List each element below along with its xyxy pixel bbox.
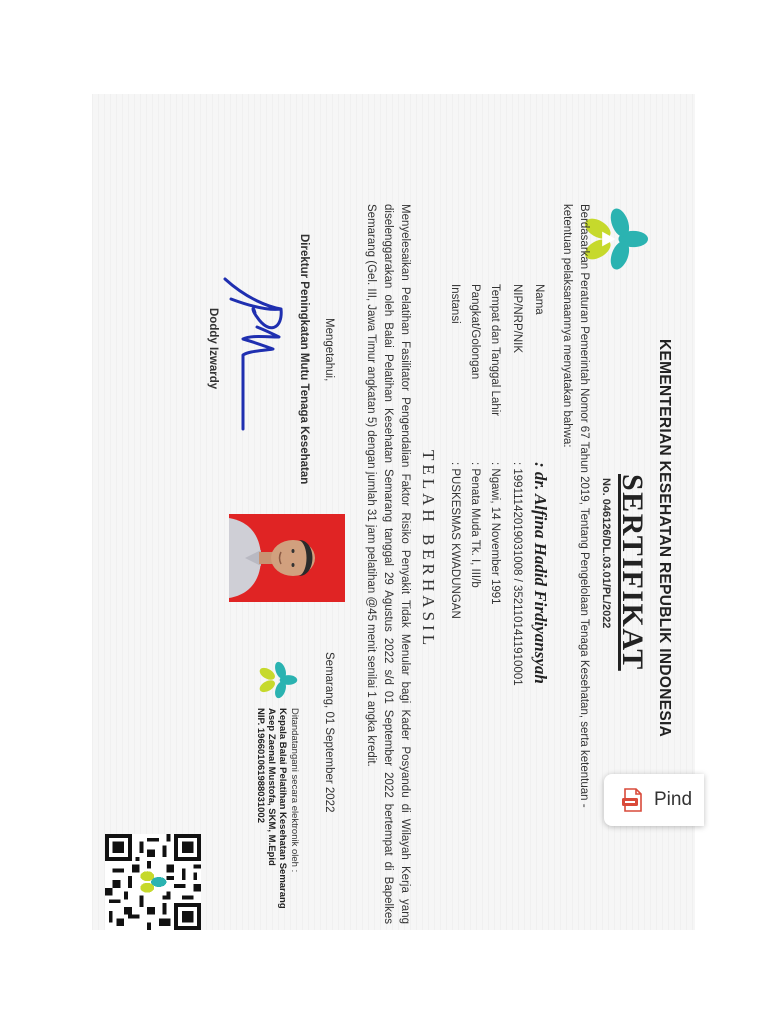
esign-line-4: NIP. 196601061988031002	[255, 708, 266, 823]
director-name: Doddy Izwardy	[207, 308, 219, 390]
acknowledged-label: Mengetahui,	[323, 318, 335, 382]
intro-paragraph: Berdasarkan Peraturan Pemerintah Nomor 67 Tahun 2019, Tentang Pengelolaan Tenaga Kesehatan, serta ketentuan - ketentuan pelaksanaannya menyatakan bahwa:	[561, 204, 590, 808]
verification-qr-code	[105, 834, 201, 930]
training-description: Menyelesaikan Pelatihan Fasilitator Pengendalian Faktor Risiko Penyakit Tidak Menular bagi Kader Posyandu di Wilayah Kerja yang diselenggarakan oleh Balai Pelatihan Kesehatan Semarang tanggal 29 Agustus 2022 s/d 01 September 2022 bertempat di Bapelkes Semarang (Gel. III, Jawa Timur angkatan 5) dengan jumlah 31 jam pelatihan @45 menit senilai 1 angka kredit.	[365, 204, 411, 924]
ministry-name: KEMENTERIAN KESEHATAN REPUBLIK INDONESIA	[656, 339, 673, 738]
birth-value: : Ngawi, 14 November 1991	[489, 462, 501, 605]
nip-value: : 19911142019031008 / 3521101411910001	[511, 462, 523, 686]
pdf-button-label: Pind	[654, 789, 693, 810]
certificate-title: SERTIFIKAT	[616, 474, 649, 671]
director-title: Direktur Peningkatan Mutu Tenaga Kesehatan	[298, 234, 310, 485]
place-date: Semarang, 01 September 2022	[323, 652, 335, 813]
rank-value: : Penata Muda Tk. I, III/b	[469, 462, 481, 588]
esign-logo-icon	[255, 658, 299, 702]
director-signature	[219, 269, 287, 439]
birth-label: Tempat dan Tanggal Lahir	[489, 284, 501, 417]
name-value: : dr. Alfina Hadid Firdiyansyah	[531, 462, 550, 684]
institution-value: : PUSKESMAS KWADUNGAN	[449, 462, 461, 619]
name-label: Nama	[533, 284, 545, 315]
pdf-file-icon	[620, 787, 646, 813]
pdf-viewer-button[interactable]	[604, 774, 704, 826]
certificate-number: No. 046126/DL.03.01/PL/2022	[600, 478, 612, 629]
passed-heading: TELAH BERHASIL	[419, 450, 438, 650]
esign-line-2: Kepala Balai Pelatihan Kesehatan Semarang	[277, 708, 288, 909]
esign-line-3: Asep Zaenal Mustofa, SKM, M.Epid	[266, 708, 277, 866]
nip-label: NIP/NRP/NIK	[511, 284, 523, 354]
rank-label: Pangkat/Golongan	[469, 284, 481, 380]
participant-photo	[229, 514, 345, 602]
institution-label: Instansi	[449, 284, 461, 324]
esign-line-1: Ditandatangani secara elektronik oleh :	[289, 708, 300, 873]
